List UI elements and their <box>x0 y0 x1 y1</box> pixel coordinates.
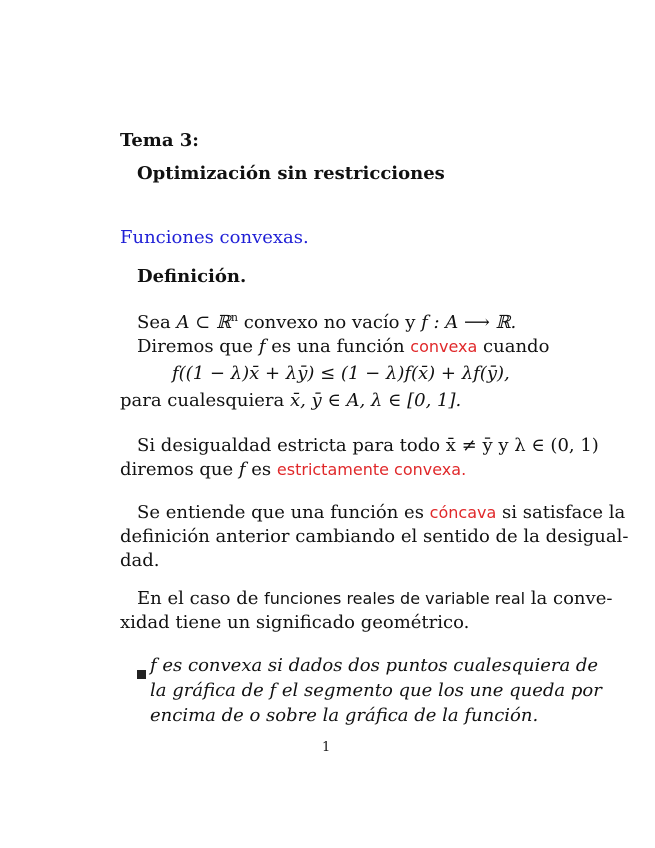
concave-line-1: Se entiende que una función es cóncava si satisface la <box>137 502 626 523</box>
definition-label: Definición. <box>137 266 247 287</box>
term-convexa: convexa <box>410 337 478 356</box>
page-subtitle: Optimización sin restricciones <box>137 163 445 184</box>
topic-label: Tema 3: <box>120 130 199 151</box>
bullet-line-1: f es convexa si dados dos puntos cualesquiera de <box>150 655 599 676</box>
term-strictly-convex: estrictamente convexa. <box>276 460 467 479</box>
term-concave: cóncava <box>429 503 497 522</box>
concave-line-3: dad. <box>120 550 160 571</box>
term-real-functions: funciones reales de variable real <box>264 589 526 608</box>
page-number: 1 <box>322 740 331 755</box>
bullet-marker <box>137 663 146 684</box>
convexity-formula: f((1 − λ)x̄ + λȳ) ≤ (1 − λ)f(x̄) + λf(ȳ), <box>172 363 510 384</box>
section-title: Funciones convexas. <box>120 227 309 248</box>
strict-line-1: Si desigualdad estricta para todo x̄ ≠ ȳ y λ ∈ (0, 1) <box>137 435 599 456</box>
strict-line-2: diremos que f es estrictamente convexa. <box>120 459 467 480</box>
real-line-2: xidad tiene un significado geométrico. <box>120 612 470 633</box>
real-line-1: En el caso de funciones reales de variable real la conve- <box>137 588 613 609</box>
definition-line-4: para cualesquiera x̄, ȳ ∈ A, λ ∈ [0, 1]. <box>120 390 462 411</box>
definition-line-2: Diremos que f es una función convexa cuando <box>137 336 550 357</box>
bullet-line-3: encima de o sobre la gráfica de la función. <box>150 705 539 726</box>
concave-line-2: definición anterior cambiando el sentido de la desigual- <box>120 526 629 547</box>
definition-line-1: Sea A ⊂ ℝ$^n$ convexo no vacío y f : A ⟶ ℝ. <box>137 311 517 333</box>
bullet-line-2: la gráfica de f el segmento que los une queda por <box>150 680 602 701</box>
